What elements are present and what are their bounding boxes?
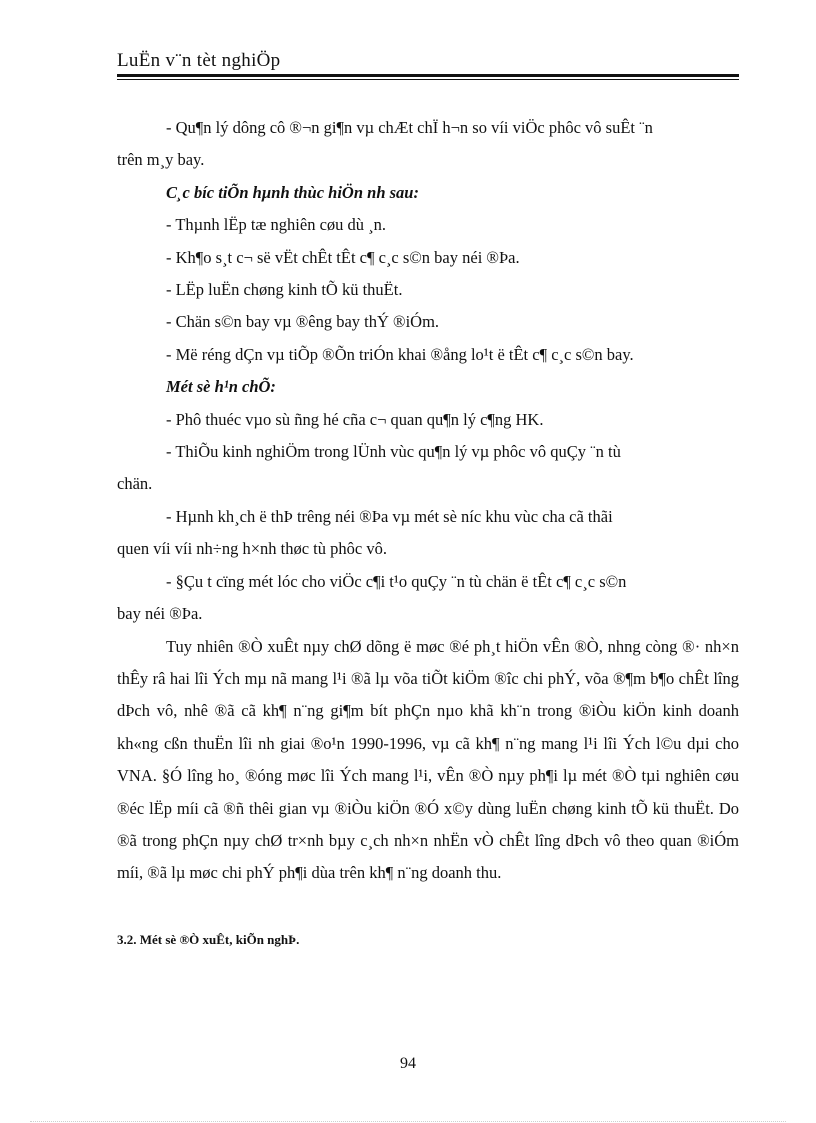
- text-line: bay néi ®Þa.: [117, 604, 203, 624]
- header-rule-thin: [117, 79, 739, 80]
- subheading-steps: C¸c bíc tiÕn hµnh thùc hiÖn nh sau:: [166, 182, 419, 202]
- header-rule-thick: [117, 74, 739, 77]
- text-line: - Hµnh kh¸ch ë thÞ trêng néi ®Þa vµ mét sè níc khu vùc cha cã thãi: [166, 506, 613, 526]
- text-line: - Më réng dÇn vµ tiÕp ®Õn triÓn khai ®ång lo¹t ë tÊt c¶ c¸c s©n bay.: [166, 344, 634, 364]
- text-line: chän.: [117, 474, 153, 494]
- body-paragraph: Tuy nhiên ®Ò xuÊt nµy chØ dõng ë møc ®é ph¸t hiÖn vÊn ®Ò, nhng còng ®· nh×n thÊy râ hai lîi Ých mµ nã mang l¹i ®ã lµ võa tiÕt kiÖm ®îc chi phÝ, võa ®¶m b¶o chÊt lîng dÞch vô, nhê ®ã cã kh¶ n¨ng gi¶m bít phÇn nµo khã kh¨n trong ®iÒu kiÖn kinh doanh kh«ng cßn thuËn lîi nh giai ®o¹n 1990-1996, vµ cã kh¶ n¨ng mang l¹i lîi Ých l©u dµi cho VNA. §Ó lîng ho¸ ®óng møc lîi Ých mang l¹i, vÊn ®Ò nµy ph¶i lµ mét ®Ò tµi nghiên cøu ®éc lËp míi cã ®ñ thêi gian vµ ®iÒu kiÖn ®Ó x©y dùng luËn chøng kinh tÕ kü thuËt. Do ®ã trong phÇn nµy chØ tr×nh bµy c¸ch nh×n nhËn vÒ chÊt lîng dÞch vô theo quan ®iÓm míi, ®ã lµ møc chi phÝ ph¶i dùa trên kh¶ n¨ng doanh thu.: [117, 636, 739, 883]
- page-bottom-border: [30, 1121, 786, 1122]
- text-line: - Qu¶n lý dông cô ®¬n gi¶n vµ chÆt chÏ h¬n so víi viÖc phôc vô suÊt ¨n: [166, 118, 653, 137]
- subheading-limitations: Mét sè h¹n chÕ:: [166, 377, 276, 397]
- text-line: - ThiÕu kinh nghiÖm trong lÜnh vùc qu¶n lý vµ phôc vô quÇy ¨n tù: [166, 442, 621, 462]
- text-line: - Thµnh lËp tæ nghiên cøu dù ¸n.: [166, 215, 387, 235]
- page-number: 94: [400, 1055, 416, 1072]
- text-line: - Chän s©n bay vµ ®êng bay thÝ ®iÓm.: [166, 312, 440, 332]
- body-text: [117, 112, 739, 890]
- text-line: - §Çu t cïng mét lóc cho viÖc c¶i t¹o quÇy ¨n tù chän ë tÊt c¶ c¸c s©n: [166, 571, 627, 591]
- text-line: - Kh¶o s¸t c¬ së vËt chÊt tÊt c¶ c¸c s©n bay néi ®Þa.: [166, 247, 520, 267]
- text-line: trên m¸y bay.: [117, 150, 205, 170]
- header-title: LuËn v¨n tèt nghiÖp: [117, 50, 281, 71]
- text-line: - Phô thuéc vµo sù ñng hé cña c¬ quan qu¶n lý c¶ng HK.: [166, 409, 544, 429]
- text-line: - LËp luËn chøng kinh tÕ kü thuËt.: [166, 280, 403, 300]
- text-line: quen víi víi nh÷ng h×nh thøc tù phôc vô.: [117, 539, 387, 559]
- section-heading: 3.2. Mét sè ®Ò xuÊt, kiÕn nghÞ.: [117, 932, 300, 947]
